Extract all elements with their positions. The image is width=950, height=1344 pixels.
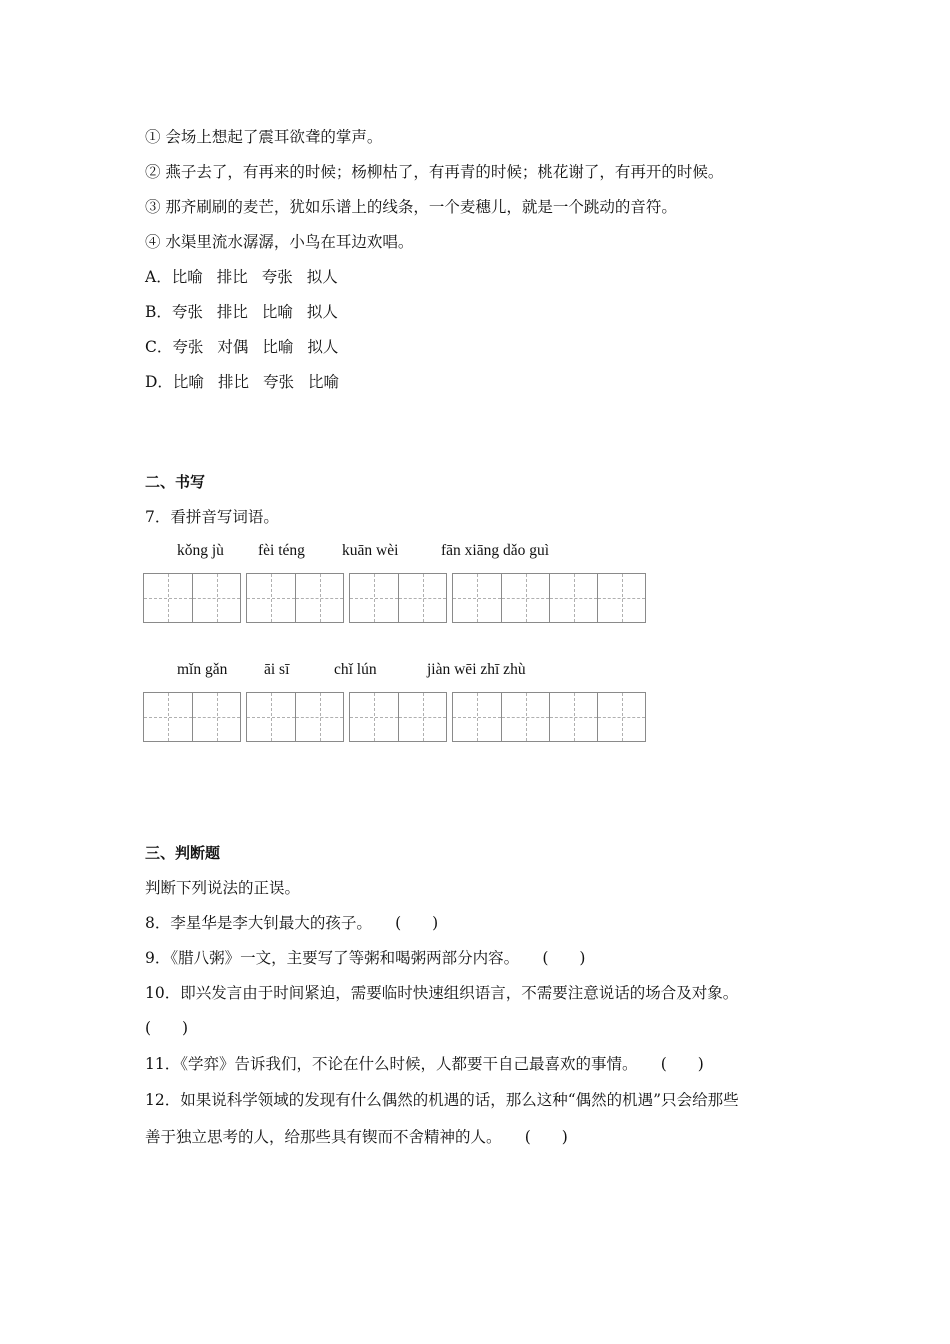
option-term: 排比 xyxy=(216,268,248,286)
q7-prompt: 7．看拼音写词语。 xyxy=(145,508,279,526)
q12-line-1: 12．如果说科学领域的发现有什么偶然的机遇的话，那么这种“偶然的机遇”只会给那些 xyxy=(145,1091,739,1109)
q6-item-2: ② 燕子去了，有再来的时候；杨柳枯了，有再青的时候；桃花谢了，有再开的时候。 xyxy=(145,163,724,181)
q11: 11．《学弈》告诉我们，不论在什么时候，人都要干自己最喜欢的事情。 ( ) xyxy=(145,1055,704,1073)
q9: 9．《腊八粥》一文，主要写了等粥和喝粥两部分内容。 ( ) xyxy=(145,949,586,967)
tianzi-box[interactable] xyxy=(246,573,344,623)
pinyin-feiteng: fèi téng xyxy=(258,542,305,559)
pinyin-jianweizhizhu: jiàn wēi zhī zhù xyxy=(427,661,526,678)
writing-grid-row-1 xyxy=(143,573,655,623)
tianzi-box[interactable] xyxy=(143,692,241,742)
option-label: D．比喻 xyxy=(145,373,204,391)
option-term: 比喻 xyxy=(261,303,293,321)
option-label: A．比喻 xyxy=(145,268,203,286)
option-term: 夸张 xyxy=(261,268,293,286)
tianzi-box[interactable] xyxy=(143,573,241,623)
option-term: 拟人 xyxy=(306,303,338,321)
option-term: 拟人 xyxy=(306,268,338,286)
section2-heading: 二、书写 xyxy=(145,473,206,491)
option-term: 对偶 xyxy=(217,338,249,356)
q6-option-a xyxy=(145,267,352,287)
tianzi-box[interactable] xyxy=(452,573,646,623)
pinyin-kongju: kǒng jù xyxy=(177,542,224,559)
q10: 10．即兴发言由于时间紧迫，需要临时快速组织语言，不需要注意说话的场合及对象。 xyxy=(145,984,739,1002)
writing-grid-row-2 xyxy=(143,692,655,742)
pinyin-fanxiangdaogui: fān xiāng dǎo guì xyxy=(441,542,550,559)
pinyin-mingan: mǐn gǎn xyxy=(177,661,228,678)
section3-heading: 三、判断题 xyxy=(145,844,221,862)
option-label: C．夸张 xyxy=(145,338,204,356)
q12-line-2: 善于独立思考的人，给那些具有锲而不舍精神的人。 ( ) xyxy=(145,1128,568,1146)
tianzi-box[interactable] xyxy=(452,692,646,742)
q6-option-b xyxy=(145,302,352,322)
q6-item-1: ① 会场上想起了震耳欲聋的掌声。 xyxy=(145,128,383,146)
q10-paren: ( ) xyxy=(145,1019,189,1037)
tianzi-box[interactable] xyxy=(349,573,447,623)
q6-item-3: ③ 那齐刷刷的麦芒，犹如乐谱上的线条，一个麦穗儿，就是一个跳动的音符。 xyxy=(145,198,677,216)
section3-intro: 判断下列说法的正误。 xyxy=(145,879,301,897)
option-term: 比喻 xyxy=(262,338,294,356)
option-term: 排比 xyxy=(217,373,249,391)
pinyin-aisi: āi sī xyxy=(264,661,290,678)
tianzi-box[interactable] xyxy=(246,692,344,742)
option-term: 排比 xyxy=(216,303,248,321)
option-term: 比喻 xyxy=(307,373,339,391)
q6-option-c xyxy=(145,337,352,357)
pinyin-kuanwei: kuān wèi xyxy=(342,542,399,559)
q6-option-d xyxy=(145,372,353,392)
option-label: B．夸张 xyxy=(145,303,203,321)
q6-item-4: ④ 水渠里流水潺潺，小鸟在耳边欢唱。 xyxy=(145,233,414,251)
tianzi-box[interactable] xyxy=(349,692,447,742)
option-term: 夸张 xyxy=(262,373,294,391)
option-term: 拟人 xyxy=(307,338,339,356)
pinyin-chilun: chǐ lún xyxy=(334,661,377,678)
q8: 8．李星华是李大钊最大的孩子。 ( ) xyxy=(145,914,439,932)
